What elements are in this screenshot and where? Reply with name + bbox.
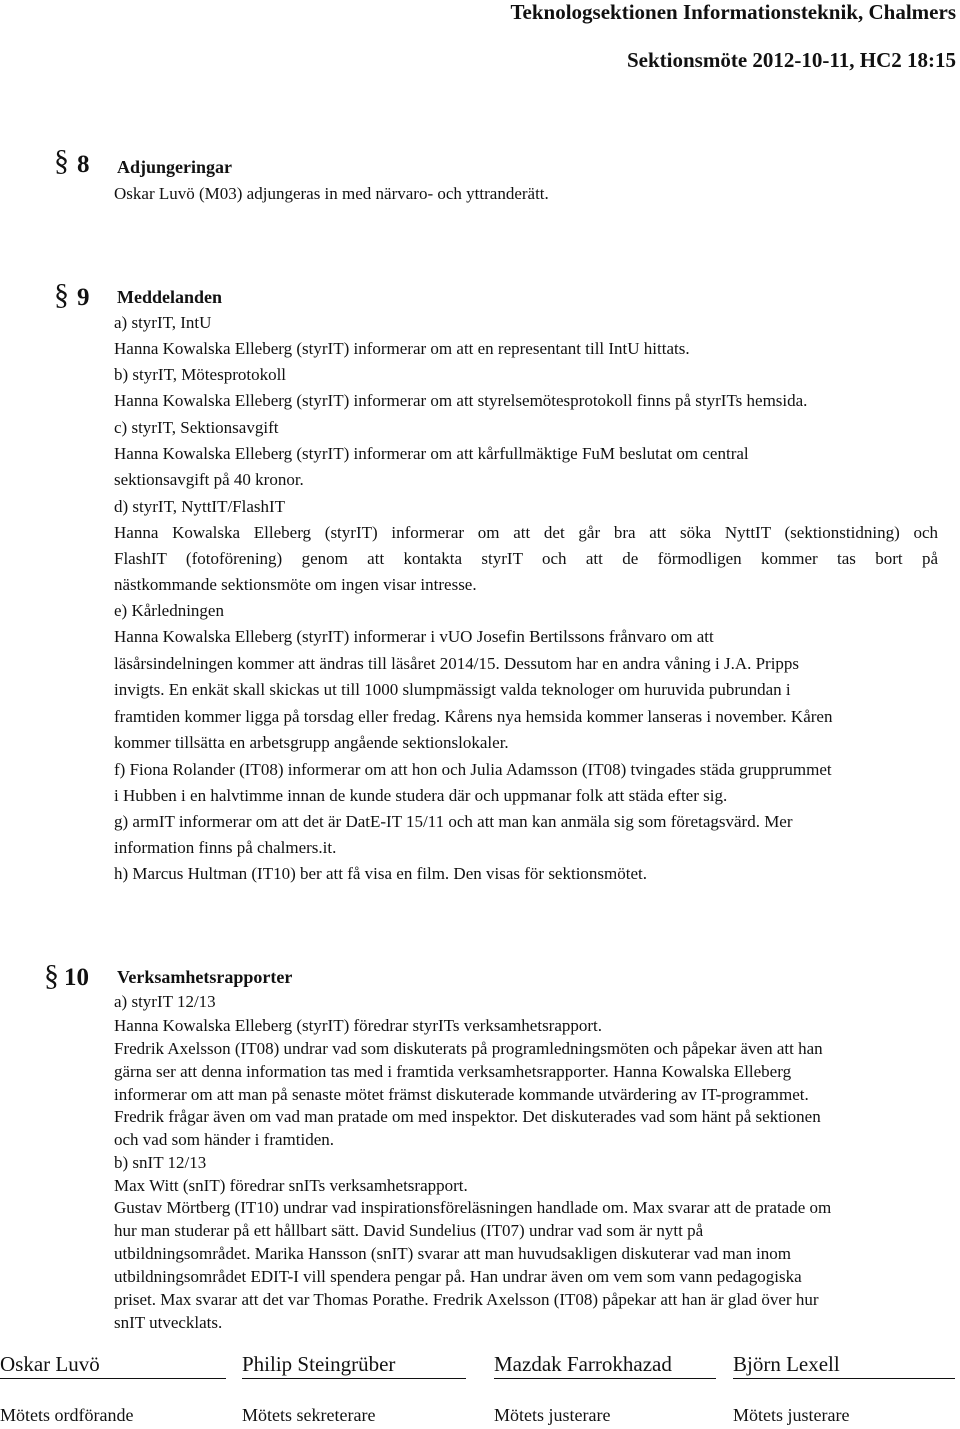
paragraph-line: hur man studerar på ett hållbart sätt. David Sundelius (IT07) undrar vad som är nytt på [114,1221,704,1240]
paragraph-line: framtiden kommer ligga på torsdag eller fredag. Kårens nya hemsida kommer lanseras i november. Kåren [114,707,833,726]
paragraph-line: Hanna Kowalska Elleberg (styrIT) informerar om att styrelsemötesprotokoll finns på styrITs hemsida. [114,391,808,410]
paragraph-line: nästkommande sektionsmöte om ingen visar intresse. [114,575,477,594]
paragraph-line: Gustav Mörtberg (IT10) undrar vad inspirationsföreläsningen handlade om. Max svarar att de pratade om [114,1198,832,1217]
paragraph-line: a) styrIT 12/13 [114,992,216,1011]
paragraph-line: g) armIT informerar om att det är DatE-IT 15/11 och att man kan anmäla sig som företagsvärd. Mer [114,812,793,831]
paragraph-line: Hanna Kowalska Elleberg (styrIT) föredrar styrITs verksamhetsrapport. [114,1016,603,1035]
signature-name: Mazdak Farrokhazad [494,1352,716,1379]
section-symbol: § [54,144,69,177]
paragraph-line: f) Fiona Rolander (IT08) informerar om att hon och Julia Adamsson (IT08) tvingades städa grupprummet [114,760,832,779]
paragraph-line: information finns på chalmers.it. [114,838,337,857]
paragraph-line: priset. Max svarar att det var Thomas Porathe. Fredrik Axelsson (IT08) påpekar att han är glad över hur [114,1290,819,1309]
signature-role: Mötets sekreterare [242,1405,376,1425]
paragraph-line: a) styrIT, IntU [114,313,212,332]
section-number: 9 [77,284,90,311]
paragraph-line: Hanna Kowalska Elleberg (styrIT) informerar om att kårfullmäktige FuM beslutat om central [114,444,749,463]
section-symbol: § [54,278,69,311]
paragraph-line: Fredrik frågar även om vad man pratade om med inspektor. Det diskuterades vad som hänt på sektionen [114,1107,821,1126]
document-header-meeting: Sektionsmöte 2012-10-11, HC2 18:15 [627,48,956,72]
paragraph-line: Hanna Kowalska Elleberg (styrIT) informerar om att det går bra att söka NyttIT (sektionstidning) och [114,523,938,542]
paragraph-line: informerar om att man på senaste mötet främst diskuterade kommande utvärdering av IT-programmet. [114,1085,809,1104]
paragraph-line: h) Marcus Hultman (IT10) ber att få visa en film. Den visas för sektionsmötet. [114,864,648,883]
document-header-organization: Teknologsektionen Informationsteknik, Chalmers [510,0,956,24]
signature-name: Philip Steingrüber [242,1352,466,1379]
paragraph-line: läsårsindelningen kommer att ändras till läsåret 2014/15. Dessutom har en andra våning i J.A. Pripps [114,654,800,673]
paragraph-line: Fredrik Axelsson (IT08) undrar vad som diskuterats på programledningsmöten och påpekar även att han [114,1039,823,1058]
paragraph-line: kommer tillsätta en arbetsgrupp angående sektionslokaler. [114,733,509,752]
paragraph-line: sektionsavgift på 40 kronor. [114,470,304,489]
section-title: Verksamhetsrapporter [117,967,293,987]
section-title: Meddelanden [117,287,223,307]
paragraph-line: e) Kårledningen [114,601,224,620]
paragraph-line: snIT utvecklats. [114,1313,223,1332]
paragraph-line: b) styrIT, Mötesprotokoll [114,365,287,384]
paragraph-line: och vad som händer i framtiden. [114,1130,334,1149]
signature-role: Mötets ordförande [0,1405,134,1425]
paragraph-line: Max Witt (snIT) föredrar snITs verksamhetsrapport. [114,1176,468,1195]
section-title: Adjungeringar [117,157,233,177]
paragraph-line: utbildningsområdet. Marika Hansson (snIT) svarar att man huvudsakligen diskuterar vad man inom [114,1244,792,1263]
section-number: 10 [64,964,89,991]
section-number: 8 [77,151,90,178]
paragraph-line: c) styrIT, Sektionsavgift [114,418,279,437]
paragraph-line: Oskar Luvö (M03) adjungeras in med närvaro- och yttranderätt. [114,184,549,203]
paragraph-line: Hanna Kowalska Elleberg (styrIT) informerar i vUO Josefin Bertilssons frånvaro om att [114,627,714,646]
signature-name: Oskar Luvö [0,1352,226,1379]
paragraph-line: invigts. En enkät skall skickas ut till 1000 slumpmässigt valda teknologer om huruvida pubrundan i [114,680,791,699]
paragraph-line: i Hubben i en halvtimme innan de kunde studera där och uppmanar folk att städa efter sig. [114,786,728,805]
paragraph-line: utbildningsområdet EDIT-I vill spendera pengar på. Han undrar även om vem som vann pedagogiska [114,1267,802,1286]
section-symbol: § [44,959,59,992]
signature-role: Mötets justerare [733,1405,850,1425]
paragraph-line: Hanna Kowalska Elleberg (styrIT) informerar om att en representant till IntU hittats. [114,339,690,358]
paragraph-line: FlashIT (fotoförening) genom att kontakta styrIT och att de förmodligen kommer tas bort på [114,549,938,568]
paragraph-line: d) styrIT, NyttIT/FlashIT [114,497,286,516]
paragraph-line: b) snIT 12/13 [114,1153,207,1172]
signature-name: Björn Lexell [733,1352,955,1379]
paragraph-line: gärna ser att denna information tas med i framtida verksamhetsrapporter. Hanna Kowalska Elleberg [114,1062,792,1081]
signature-role: Mötets justerare [494,1405,611,1425]
